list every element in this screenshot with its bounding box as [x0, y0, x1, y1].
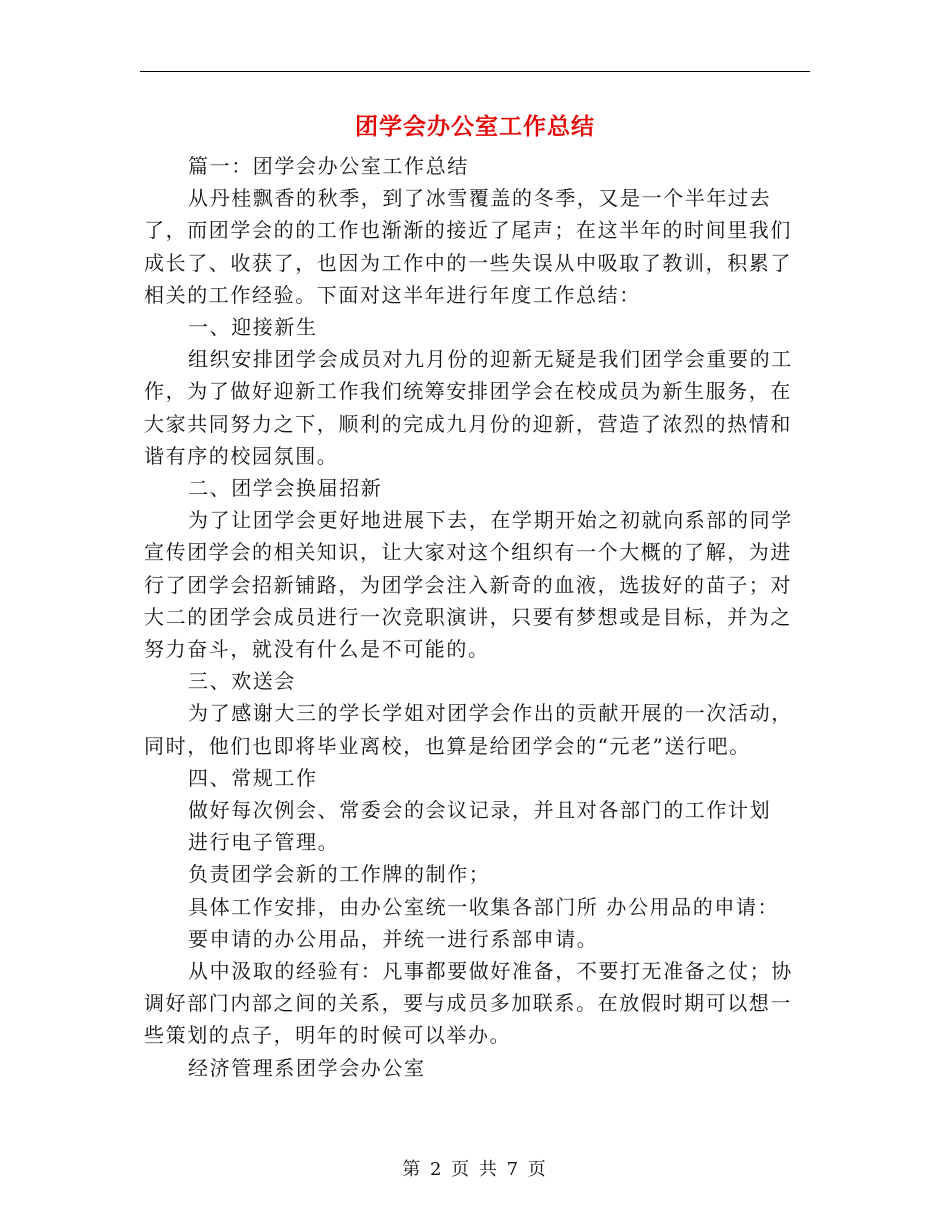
section-heading-4: 四、常规工作 — [188, 765, 318, 790]
header-rule — [140, 71, 810, 72]
paragraph-routine-1: 做好每次例会、常委会的会议记录，并且对各部门的工作计划 — [188, 798, 772, 823]
paragraph-routine-4: 具体工作安排，由办公室统一收集各部门所 办公用品的申请： — [188, 894, 780, 919]
document-body — [144, 150, 810, 1084]
paragraph-routine-3: 负责团学会新的工作牌的制作； — [188, 862, 491, 887]
paragraph-intro: 从丹桂飘香的秋季，到了冰雪覆盖的冬季，又是一个半年过去了，而团学会的的工作也渐渐的接近了尾声；在这半年的时间里我们成长了、收获了，也因为工作中的一些失误从中吸取了教训，积累了相关的工作经验。下面对这半年进行年度工作总结： — [144, 186, 792, 307]
section-heading-1: 一、迎接新生 — [188, 315, 318, 340]
section-heading-3: 三、欢送会 — [188, 669, 296, 694]
paragraph-section-1: 组织安排团学会成员对九月份的迎新无疑是我们团学会重要的工作，为了做好迎新工作我们统筹安排团学会在校成员为新生服务，在大家共同努力之下，顺利的完成九月份的迎新，营造了浓烈的热情和谐有序的校园氛围。 — [144, 347, 793, 468]
page-number: 第 2 页 共 7 页 — [402, 1159, 548, 1180]
paragraph-signature: 经济管理系团学会办公室 — [188, 1055, 426, 1080]
paragraph-article-label: 篇一：团学会办公室工作总结 — [188, 154, 469, 178]
document-title: 团学会办公室工作总结 — [355, 113, 595, 140]
paragraph-routine-5: 要申请的办公用品，并统一进行系部申请。 — [188, 926, 599, 951]
section-heading-2: 二、团学会换届招新 — [188, 476, 383, 501]
paragraph-section-2: 为了让团学会更好地进展下去，在学期开始之初就向系部的同学宣传团学会的相关知识，让大家对这个组织有一个大概的了解，为进行了团学会招新铺路，为团学会注入新奇的血液，选拔好的苗子；对大二的团学会成员进行一次竞职演讲，只要有梦想或是目标，并为之努力奋斗，就没有什么是不可能的。 — [144, 508, 793, 662]
paragraph-section-3: 为了感谢大三的学长学姐对团学会作出的贡献开展的一次活动，同时，他们也即将毕业离校，也算是给团学会的“元老”送行吧。 — [144, 701, 793, 758]
paragraph-routine-2: 进行电子管理。 — [188, 830, 340, 855]
paragraph-experience: 从中汲取的经验有：凡事都要做好准备，不要打无准备之仗；协调好部门内部之间的关系，要与成员多加联系。在放假时期可以想一些策划的点子，明年的时候可以举办。 — [144, 959, 793, 1048]
